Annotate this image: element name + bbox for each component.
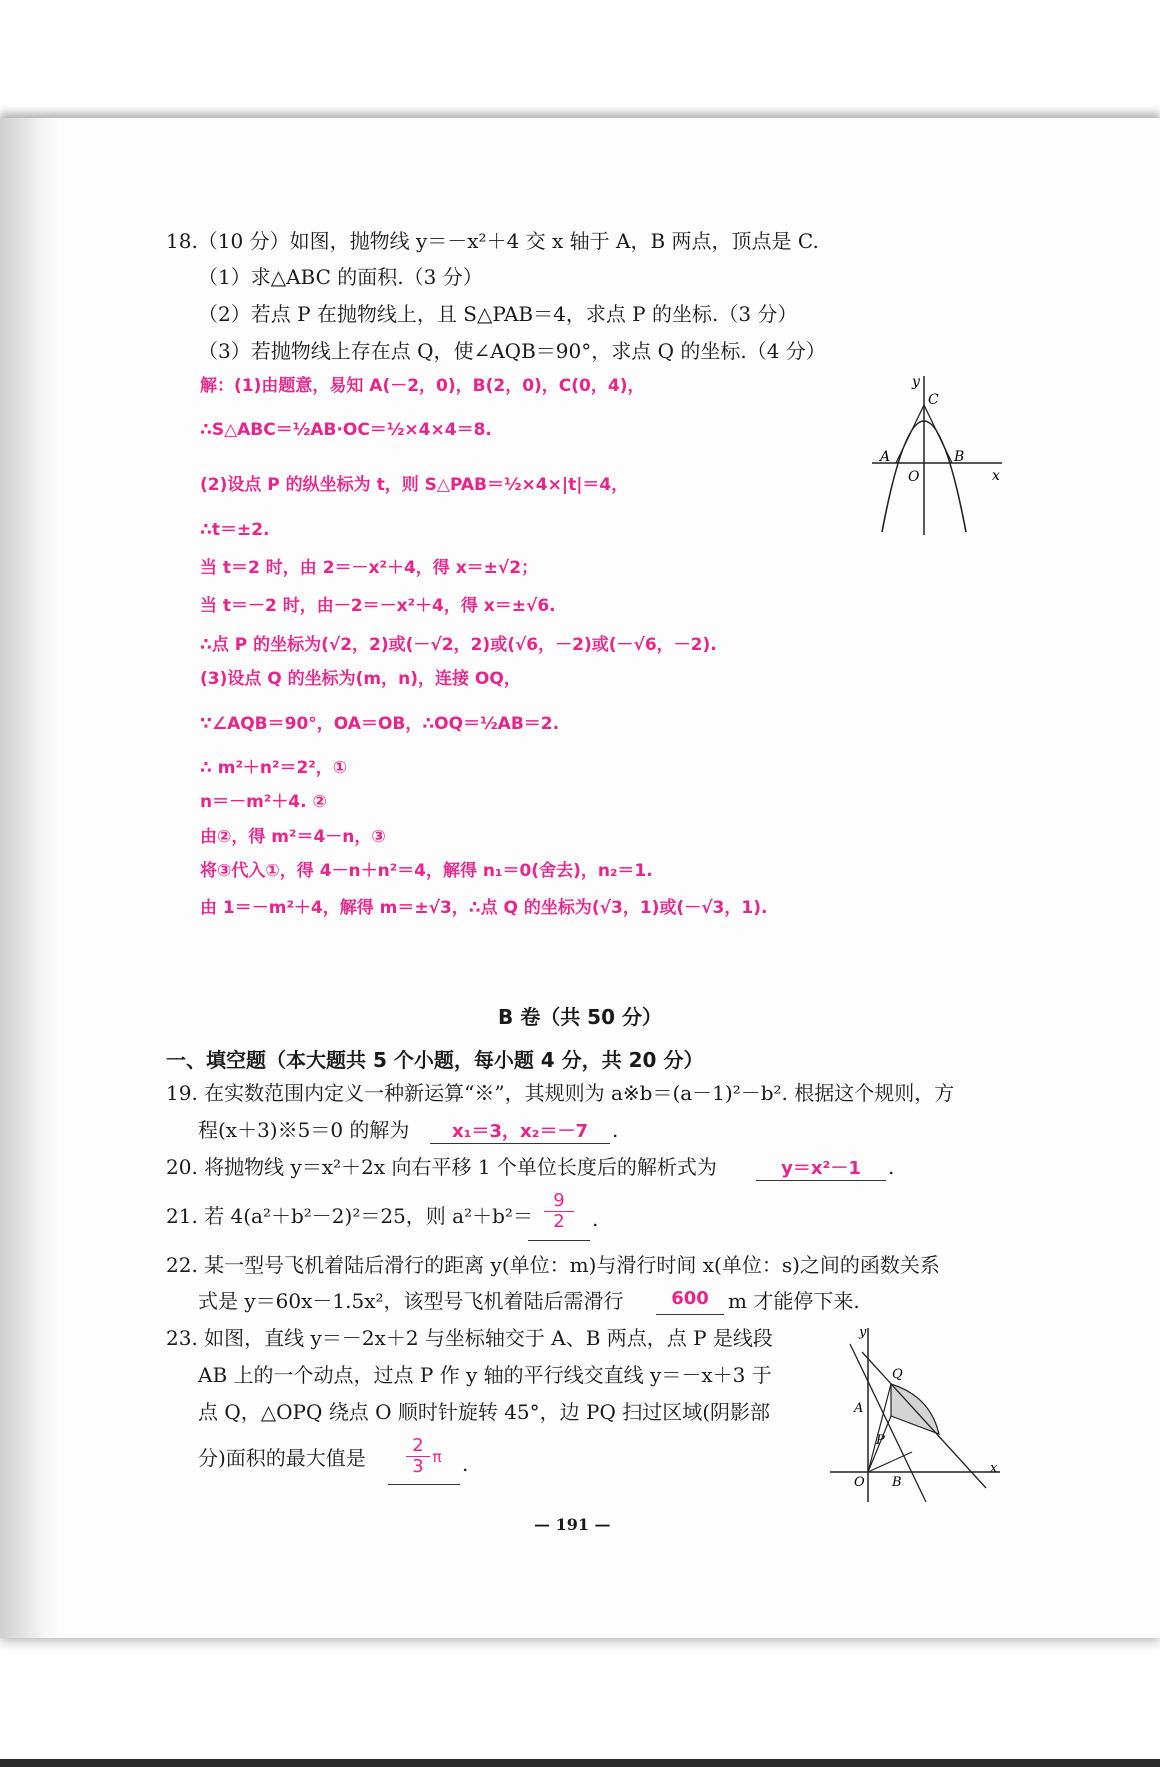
q22-line2: 式是 y＝60x－1.5x²，该型号飞机着陆后需滑行 — [198, 1289, 624, 1313]
label-x: x — [992, 468, 1000, 484]
segment-oq — [868, 1384, 891, 1472]
q23-line4: 分)面积的最大值是 — [198, 1446, 366, 1470]
segment-cb — [924, 405, 952, 463]
q20-answer: y＝x²－1 — [781, 1158, 861, 1179]
q18-solution-line: n＝－m²＋4. ② — [200, 792, 327, 812]
q23-line3: 点 Q，△OPQ 绕点 O 顺时针旋转 45°，边 PQ 扫过区域(阴影部 — [198, 1400, 771, 1424]
q20-text: 20. 将抛物线 y＝x²＋2x 向右平移 1 个单位长度后的解析式为 — [166, 1155, 717, 1179]
q18-solution-line: (3)设点 Q 的坐标为(m，n)，连接 OQ， — [200, 669, 521, 689]
q23-rotation-figure — [828, 1322, 1006, 1504]
q22-answer: 600 — [671, 1288, 709, 1309]
label-y: y — [912, 374, 920, 390]
q18-solution-line: ∴S△ABC＝½AB·OC＝½×4×4＝8. — [200, 420, 492, 440]
q18-solution-line: ∴点 P 的坐标为(√2，2)或(－√2，2)或(√6，－2)或(－√6，－2). — [200, 635, 717, 655]
q22-line2-end: m 才能停下来. — [728, 1289, 860, 1313]
label-o: O — [854, 1475, 865, 1490]
q21-answer-fraction — [544, 1191, 574, 1232]
label-a: A — [854, 1401, 864, 1416]
label-b: B — [954, 449, 965, 465]
q18-solution-line: 当 t＝2 时，由 2＝－x²＋4，得 x＝±√2； — [200, 558, 539, 578]
segment-ca — [896, 405, 924, 463]
q18-stem: 18.（10 分）如图，抛物线 y＝－x²＋4 交 x 轴于 A，B 两点，顶点是 C. — [166, 229, 819, 253]
bottom-bar — [0, 1759, 1160, 1767]
q23-answer-pi: π — [432, 1448, 442, 1466]
label-x: x — [990, 1461, 998, 1476]
q23-line1: 23. 如图，直线 y＝－2x＋2 与坐标轴交于 A、B 两点，点 P 是线段 — [166, 1326, 773, 1350]
q22-line1: 22. 某一型号飞机着陆后滑行的距离 y(单位：m)与滑行时间 x(单位：s)之间的函数关系 — [166, 1253, 940, 1277]
q21-period: . — [592, 1207, 599, 1231]
q18-solution-line: 由 1＝－m²＋4，解得 m＝±√3，∴点 Q 的坐标为(√3，1)或(－√3，1). — [200, 898, 768, 918]
section-b-title: B 卷（共 50 分） — [498, 1005, 662, 1029]
q23-answer-denominator: 3 — [406, 1456, 430, 1477]
page-number: — 191 — — [534, 1515, 611, 1534]
label-p: P — [876, 1433, 885, 1448]
page-spine-shadow — [0, 118, 60, 1638]
label-y: y — [859, 1325, 867, 1340]
q19-answer: x₁＝3，x₂＝－7 — [451, 1121, 589, 1142]
q19-line2: 程(x＋3)※5＝0 的解为 — [198, 1118, 410, 1142]
q18-solution-line: 将③代入①，得 4－n＋n²＝4，解得 n₁＝0(舍去)，n₂＝1. — [200, 861, 653, 881]
q18-solution-line: (2)设点 P 的纵坐标为 t，则 S△PAB＝½×4×|t|＝4， — [200, 475, 629, 495]
q23-answer-fraction — [406, 1436, 430, 1477]
label-q: Q — [892, 1367, 903, 1382]
q18-solution-line: ∴ m²＋n²＝2²，① — [200, 758, 348, 778]
q21-answer-denominator: 2 — [544, 1211, 574, 1232]
q18-solution-line: 解：(1)由题意，易知 A(－2，0)，B(2，0)，C(0，4)， — [200, 376, 645, 396]
label-b: B — [892, 1475, 902, 1490]
q18-part3: （3）若抛物线上存在点 Q，使∠AQB＝90°，求点 Q 的坐标.（4 分） — [198, 339, 826, 363]
q18-solution-line: ∴t＝±2. — [200, 520, 270, 540]
label-a: A — [880, 449, 891, 465]
q23-line2: AB 上的一个动点，过点 P 作 y 轴的平行线交直线 y＝－x＋3 于 — [198, 1363, 772, 1387]
q21-text: 21. 若 4(a²＋b²－2)²＝25，则 a²＋b²＝ — [166, 1204, 533, 1228]
q18-solution-line: 当 t＝－2 时，由－2＝－x²＋4，得 x＝±√6. — [200, 596, 556, 616]
q23-period: . — [462, 1452, 469, 1476]
label-o: O — [908, 469, 920, 485]
section-b-part1-heading: 一、填空题（本大题共 5 个小题，每小题 4 分，共 20 分） — [166, 1048, 704, 1072]
q18-solution-line: ∵∠AQB＝90°，OA＝OB，∴OQ＝½AB＝2. — [200, 714, 560, 734]
line-y-neg-x-plus-3 — [862, 1352, 986, 1488]
q18-parabola-figure — [862, 370, 1010, 540]
q23-answer-numerator: 2 — [412, 1435, 424, 1456]
q20-period: . — [888, 1155, 895, 1179]
top-margin — [0, 0, 1160, 118]
q21-answer-numerator: 9 — [553, 1190, 565, 1211]
q18-part1: （1）求△ABC 的面积.（3 分） — [198, 265, 483, 289]
q19-period: . — [612, 1118, 619, 1142]
q19-line1: 19. 在实数范围内定义一种新运算“※”，其规则为 a※b＝(a－1)²－b². 根据这个规则，方 — [166, 1081, 955, 1105]
q18-part2: （2）若点 P 在抛物线上，且 S△PAB＝4，求点 P 的坐标.（3 分） — [198, 302, 798, 326]
label-c: C — [928, 392, 939, 408]
q18-solution-line: 由②，得 m²＝4－n，③ — [200, 827, 386, 847]
